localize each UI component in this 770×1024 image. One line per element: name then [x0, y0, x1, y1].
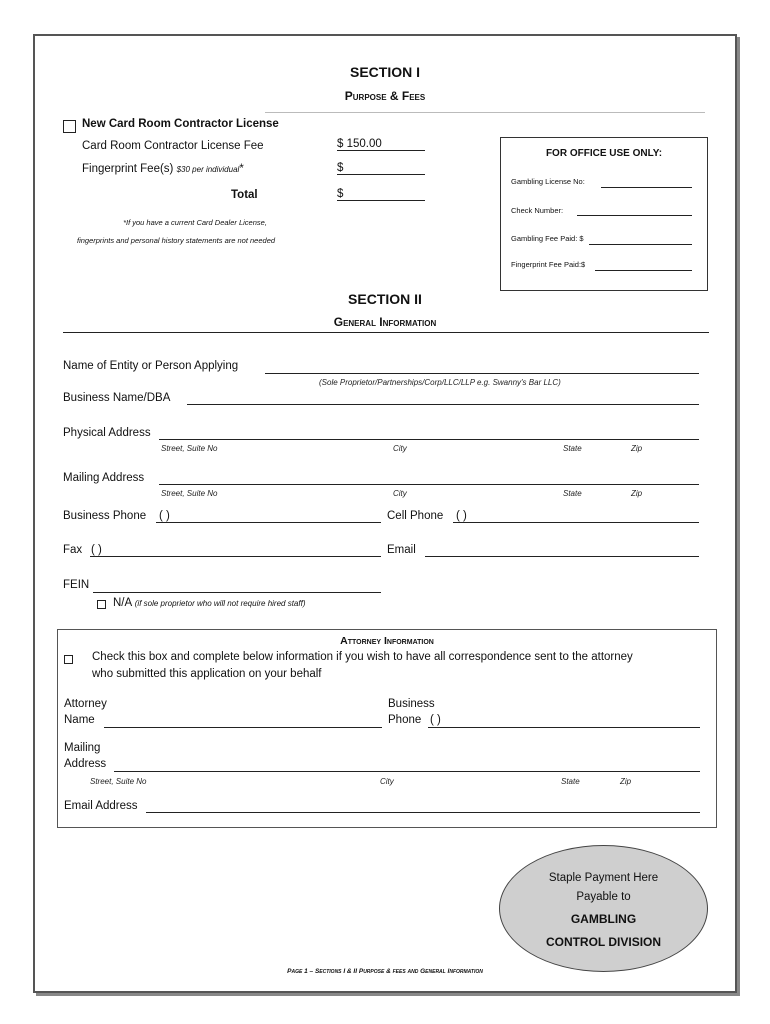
business-name-input[interactable]	[187, 404, 699, 405]
office-fingerprint-paid-line[interactable]	[595, 270, 692, 271]
attorney-name-input[interactable]	[104, 727, 382, 728]
physical-city-hint: City	[393, 444, 407, 453]
physical-address-label: Physical Address	[63, 427, 151, 439]
attorney-section	[57, 629, 717, 828]
business-name-label: Business Name/DBA	[63, 392, 171, 404]
business-phone-input[interactable]	[156, 522, 381, 523]
page-footer: Page 1 – Sections I & II Purpose & fees and General Information	[287, 968, 483, 975]
attorney-checkbox[interactable]	[64, 655, 73, 664]
attorney-title: Attorney Information	[340, 635, 434, 647]
mailing-street-hint: Street, Suite No	[161, 489, 218, 498]
attorney-zip-hint: Zip	[620, 777, 632, 786]
office-fee-paid-line[interactable]	[589, 244, 692, 245]
na-label: N/A (if sole proprietor who will not require hired staff)	[113, 597, 306, 609]
physical-zip-hint: Zip	[631, 444, 643, 453]
new-license-label: New Card Room Contractor License	[82, 118, 279, 130]
mailing-state-hint: State	[563, 489, 582, 498]
attorney-address-input[interactable]	[114, 771, 700, 772]
fax-input[interactable]	[90, 556, 381, 557]
fein-label: FEIN	[63, 579, 90, 591]
fingerprint-fee-value[interactable]: $	[337, 162, 425, 175]
new-license-checkbox[interactable]	[63, 120, 76, 133]
mailing-address-label: Mailing Address	[63, 472, 145, 484]
office-license-no-line[interactable]	[601, 187, 692, 188]
business-phone-paren: ( )	[159, 510, 170, 522]
mailing-address-input[interactable]	[159, 484, 699, 485]
attorney-mailing-label-2: Address	[64, 758, 107, 770]
physical-state-hint: State	[563, 444, 582, 453]
email-input[interactable]	[425, 556, 699, 557]
section1-subtitle: Purpose & Fees	[344, 89, 426, 103]
fax-label: Fax	[63, 544, 83, 556]
attorney-email-input[interactable]	[146, 812, 700, 813]
attorney-name-label-1: Attorney	[64, 698, 107, 710]
section1-divider	[265, 112, 705, 113]
entity-hint: (Sole Proprietor/Partnerships/Corp/LLC/LLP e.g. Swanny's Bar LLC)	[319, 378, 561, 387]
office-fee-paid: Gambling Fee Paid: $	[511, 234, 584, 243]
office-fingerprint-paid: Fingerprint Fee Paid:$	[511, 260, 586, 269]
fingerprint-fee-label: Fingerprint Fee(s) $30 per individual*	[82, 163, 244, 175]
form-page	[33, 34, 737, 993]
cell-phone-input[interactable]	[453, 522, 699, 523]
mailing-zip-hint: Zip	[631, 489, 643, 498]
attorney-phone-paren: ( )	[430, 714, 441, 726]
mailing-city-hint: City	[393, 489, 407, 498]
na-checkbox[interactable]	[97, 600, 106, 609]
total-value[interactable]: $	[337, 188, 425, 201]
office-license-no: Gambling License No:	[511, 177, 585, 186]
entity-input[interactable]	[265, 373, 699, 374]
entity-label: Name of Entity or Person Applying	[63, 360, 239, 372]
staple-line3: GAMBLING	[570, 912, 637, 926]
staple-payment-area	[499, 845, 708, 972]
business-phone-label: Business Phone	[63, 510, 147, 522]
office-check-number-line[interactable]	[577, 215, 692, 216]
section2-subtitle: General Information	[333, 315, 437, 329]
license-fee-value: $ 150.00	[337, 138, 425, 151]
office-use-box	[500, 137, 708, 291]
physical-address-input[interactable]	[159, 439, 699, 440]
attorney-state-hint: State	[561, 777, 580, 786]
attorney-name-label-2: Name	[64, 714, 95, 726]
license-fee-label: Card Room Contractor License Fee	[82, 140, 264, 152]
cell-phone-label: Cell Phone	[387, 510, 444, 522]
attorney-checkbox-text-1: Check this box and complete below information if you wish to have all correspondence sent to the attorney	[92, 651, 633, 663]
attorney-city-hint: City	[380, 777, 394, 786]
staple-line4: CONTROL DIVISION	[545, 935, 662, 949]
attorney-business-label-2: Phone	[388, 714, 422, 726]
staple-line1: Staple Payment Here	[548, 872, 659, 884]
office-check-number: Check Number:	[511, 206, 564, 215]
attorney-mailing-label-1: Mailing	[64, 742, 101, 754]
section2-title: SECTION II	[348, 291, 422, 307]
email-label: Email	[387, 544, 416, 556]
attorney-email-label: Email Address	[64, 800, 138, 812]
total-label: Total	[231, 189, 258, 201]
attorney-street-hint: Street, Suite No	[90, 777, 147, 786]
section1-title: SECTION I	[349, 64, 420, 80]
section2-divider	[63, 332, 709, 333]
fein-input[interactable]	[93, 592, 381, 593]
footnote-line1: *If you have a current Card Dealer License,	[123, 218, 267, 227]
attorney-phone-input[interactable]	[428, 727, 700, 728]
physical-street-hint: Street, Suite No	[161, 444, 218, 453]
cell-phone-paren: ( )	[456, 510, 467, 522]
office-title: FOR OFFICE USE ONLY:	[545, 148, 663, 159]
staple-line2: Payable to	[576, 891, 631, 903]
fax-paren: ( )	[91, 544, 102, 556]
footnote-line2: fingerprints and personal history statements are not needed	[77, 236, 276, 245]
attorney-business-label-1: Business	[388, 698, 435, 710]
attorney-checkbox-text-2: who submitted this application on your behalf	[92, 668, 322, 680]
